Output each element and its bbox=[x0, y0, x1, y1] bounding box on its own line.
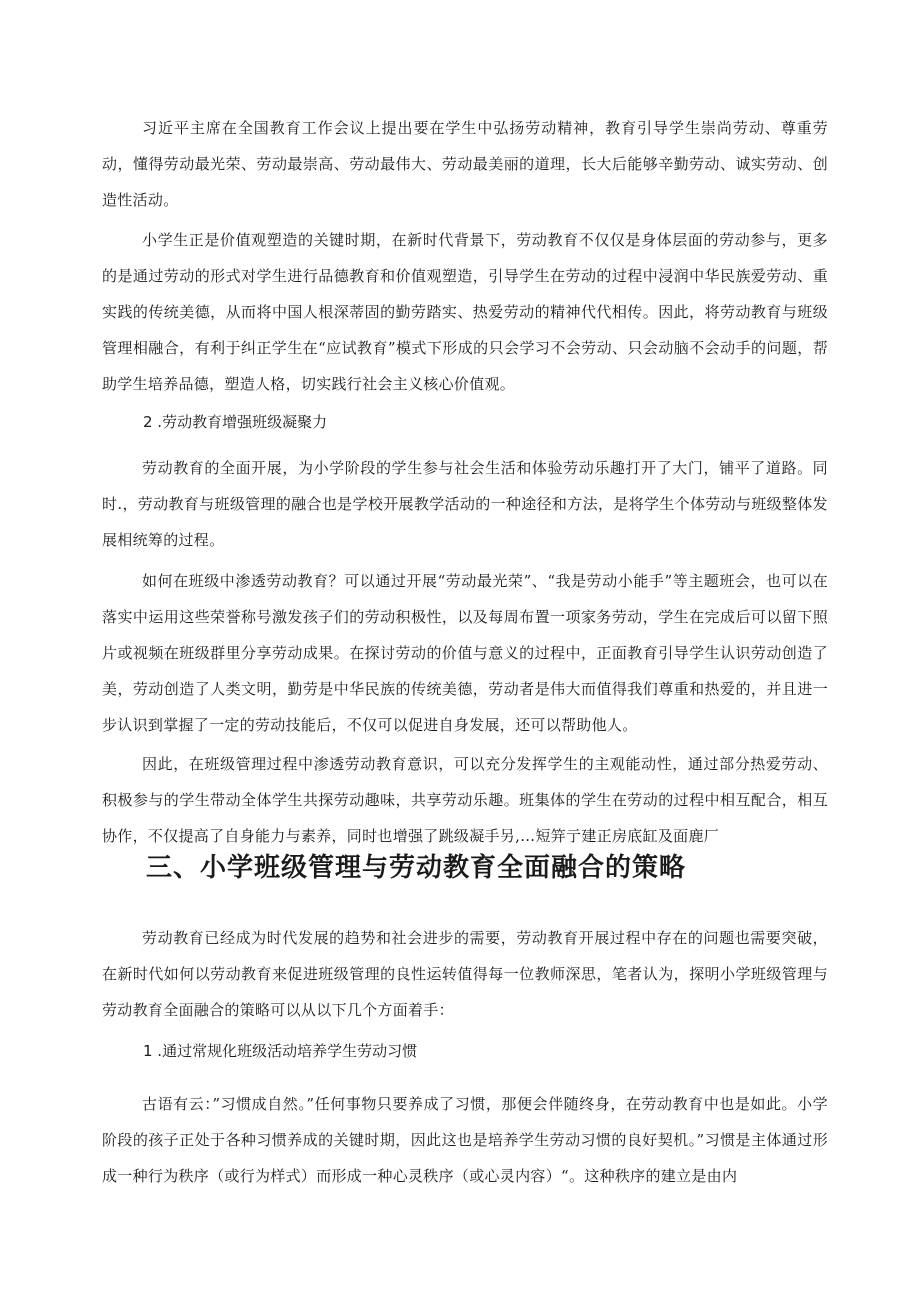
paragraph-labor-spirit: 习近平主席在全国教育工作会议上提出要在学生中弘扬劳动精神，教育引导学生崇尚劳动、尊重劳动，懂得劳动最光荣、劳动最崇高、劳动最伟大、劳动最美丽的道理，长大后能够辛勤劳动、诚实劳动、创造性活动。 bbox=[102, 119, 828, 209]
paragraph-strategy-intro: 劳动教育已经成为时代发展的趋势和社会进步的需要，劳动教育开展过程中存在的问题也需要突破，在新时代如何以劳动教育来促进班级管理的良性运转值得每一位教师深思，笔者认为，探明小学班级管理与劳动教育全面融合的策略可以从以下几个方面着手： bbox=[102, 929, 828, 1019]
section-heading-strategies: 三、小学班级管理与劳动教育全面融合的策略 bbox=[146, 853, 687, 883]
subheading-class-cohesion: 2 .劳动教育增强班级凝聚力 bbox=[143, 413, 328, 431]
paragraph-comprehensive-development: 劳动教育的全面开展，为小学阶段的学生参与社会生活和体验劳动乐趣打开了大门，铺平了道路。同时.，劳动教育与班级管理的融合也是学校开展教学活动的一种途径和方法，是将学生个体劳动与班级整体发展相统筹的过程。 bbox=[102, 459, 828, 549]
paragraph-therefore: 因此，在班级管理过程中渗透劳动教育意识，可以充分发挥学生的主观能动性，通过部分热爱劳动、积极参与的学生带动全体学生共探劳动趣味，共享劳动乐趣。班集体的学生在劳动的过程中相互配合，相互协作，不仅提高了自身能力与素养，同时也增强了跳级凝手另,…短笄亍建正房底缸及面鹿厂 bbox=[102, 755, 828, 845]
paragraph-habit-formation: 古语有云：”习惯成自然。”任何事物只要养成了习惯，那便会伴随终身，在劳动教育中也是如此。小学阶段的孩子正处于各种习惯养成的关键时期，因此这也是培养学生劳动习惯的良好契机。”习惯是主体通过形成一种行为秩序（或行为样式）而形成一种心灵秩序（或心灵内容）“。这种秩序的建立是由内 bbox=[102, 1095, 828, 1185]
subheading-labor-habits: 1 .通过常规化班级活动培养学生劳动习惯 bbox=[143, 1042, 418, 1060]
paragraph-how-to-infiltrate: 如何在班级中渗透劳动教育？可以通过开展“劳动最光荣”、“我是劳动小能手”等主题班会，也可以在落实中运用这些荣誉称号激发孩子们的劳动积极性，以及每周布置一项家务劳动，学生在完成后可以留下照片或视频在班级群里分享劳动成果。在探讨劳动的价值与意义的过程中，正面教育引导学生认识劳动创造了美，劳动创造了人类文明，勤劳是中华民族的传统美德，劳动者是伟大而值得我们尊重和热爱的，并且进一步认识到掌握了一定的劳动技能后，不仅可以促进自身发展，还可以帮助他人。 bbox=[102, 572, 828, 734]
paragraph-values-shaping: 小学生正是价值观塑造的关键时期，在新时代背景下，劳动教育不仅仅是身体层面的劳动参与，更多的是通过劳动的形式对学生进行品德教育和价值观塑造，引导学生在劳动的过程中浸润中华民族爱劳动、重实践的传统美德，从而将中国人根深蒂固的勤劳踏实、热爱劳动的精神代代相传。因此，将劳动教育与班级管理相融合，有利于纠正学生在“应试教育”模式下形成的只会学习不会劳动、只会动脑不会动手的问题，帮助学生培养品德，塑造人格，切实践行社会主义核心价值观。 bbox=[102, 231, 828, 393]
